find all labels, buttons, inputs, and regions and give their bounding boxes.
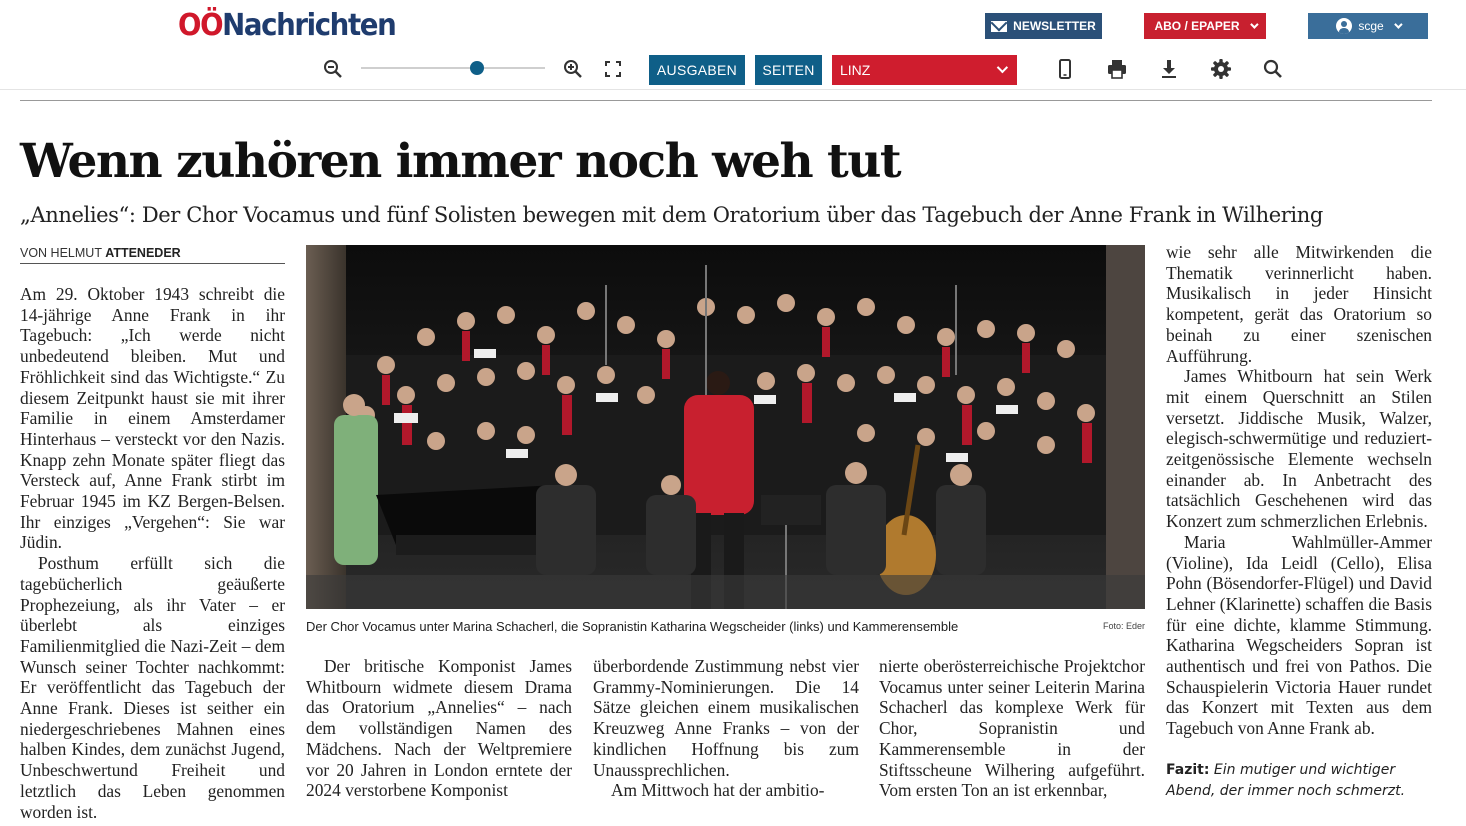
article-column-5 [1166,242,1432,739]
edition-select-value: LINZ [840,62,871,78]
chevron-down-icon [1250,20,1258,28]
fazit-text: Ein mutiger und wichtiger Abend, der immer noch schmerzt. [1166,762,1406,799]
search-icon[interactable] [1261,57,1285,81]
logo-main: Nachrichten [222,8,396,43]
paragraph: James Whitbourn hat sein Werk mit einem Querschnitt an Stilen versetzt. Jiddische Musik, Walzer, elegisch-schwermütige und reduziert-zeitgenössische Elemente wechseln einander ab. In Anbetracht des tatsächlich Geschehenen wird das Konzert zum schmerzlichen Erlebnis. [1166,366,1432,532]
page-top-rule [20,100,1432,101]
zoom-slider-thumb[interactable] [470,61,484,75]
newsletter-button[interactable] [985,13,1102,39]
soprano [334,394,378,565]
photo-caption-text: Der Chor Vocamus unter Marina Schacherl, die Sopranistin Katharina Wegscheider (links) und Kammerensemble [306,619,959,634]
logo-prefix: OÖ [178,8,223,43]
abo-label: ABO / EPAPER [1154,19,1240,33]
mobile-icon[interactable] [1053,57,1077,81]
abo-epaper-button[interactable] [1144,13,1266,39]
edition-select[interactable] [832,55,1017,85]
settings-icon[interactable] [1209,57,1233,81]
photo-caption [306,619,1145,634]
user-icon [1336,18,1352,34]
fazit-label: Fazit: [1166,762,1210,778]
article-subhead: „Annelies“: Der Chor Vocamus und fünf Solisten bewegen mit dem Oratorium über das Tagebuch der Anne Frank in Wilhering [20,203,1323,227]
paragraph: Am 29. Oktober 1943 schreibt die 14-jährige Anne Frank in ihr Tagebuch: „Ich werde nicht unbedeutend bleiben. Mut und Fröhlichkeit sind das Wichtigste.“ Zu diesem Zeitpunkt haust sie mit ihrer Familie in einem Amsterdamer Hinterhaus – versteckt vor den Nazis. Knapp zehn Monate später fliegt das Versteck auf, Anne Frank stirbt im Februar 1945 im KZ Bergen-Belsen. Ihr einziges „Vergehen“: Sie war Jüdin. [20,284,285,553]
photo-credit: Foto: Eder [1102,621,1145,631]
paragraph: Posthum erfüllt sich die tagebücherlich geäußerte Prophezeiung, als ihr Vater – er überlebt als einziges Familienmitglied die Nazi-Zeit – dem Wunsch seiner Tochter nachkommt: Er veröffentlicht das Tagebuch der Anne Frank. Dieses ist seither ein niedergeschriebenes Mahnen eines halben Kindes, dem zunächst Jugend, Unbeschwertund Freiheit und letztlich das Leben genommen worden ist. [20,553,285,822]
epaper-toolbar [0,0,1466,90]
paragraph: Maria Wahlmüller-Ammer (Violine), Ida Leidl (Cello), Elisa Pohn (Bösendorfer-Flügel) und David Lehner (Klarinette) schaffen die Basis für eine dichte, klamme Stimmung. Katharina Wegscheiders Sopran ist authentisch und frei von Pathos. Die Schauspielerin Victoria Hauer rundet das Konzert mit Texten aus dem Tagebuch von Anne Frank ab. [1166,531,1432,739]
paragraph: Am Mittwoch hat der ambitio- [611,780,825,801]
byline-prefix: VON HELMUT [20,246,102,260]
chevron-down-icon [1394,20,1402,28]
site-logo[interactable] [178,8,395,43]
article-headline: Wenn zuhören immer noch weh tut [20,134,901,189]
user-menu-button[interactable] [1308,13,1428,39]
byline-author: ATTENEDER [105,246,181,260]
article-column-1 [20,284,285,822]
newsletter-label: NEWSLETTER [1013,19,1096,33]
paragraph: wie sehr alle Mitwirkenden die Thematik verinnerlicht haben. Musikalisch in jeder Hinsicht kompetent, gerät das Oratorium so beinah zu einer szenischen Aufführung. [1166,242,1432,366]
zoom-out-icon[interactable] [321,57,345,81]
download-icon[interactable] [1157,57,1181,81]
mail-icon [991,21,1007,32]
seiten-button[interactable]: SEITEN [755,55,822,85]
article-byline [20,246,285,264]
fullscreen-icon[interactable] [601,57,625,81]
paragraph: nierte oberösterreichische Projektchor Vocamus unter seiner Leiterin Marina Schacherl das komplexe Werk für Chor, Sopranistin und Kammerensemble in der Stiftsscheune Wilhering aufgeführt. Vom ersten Ton an ist erkennbar, [879,656,1145,801]
paragraph: Der britische Komponist James Whitbourn widmete diesem Drama das Oratorium „Annelies“ – nach dem vollständigen Namen des Mädchens. Nach der Weltpremiere vor 20 Jahren in London erntete der 2024 verstorbene Komponist [306,656,572,801]
ausgaben-button[interactable]: AUSGABEN [649,55,745,85]
paragraph: überbordende Zustimmung nebst vier Grammy-Nominierungen. Die 14 Sätze gleichen einem musikalischen Kreuzweg Anne Franks – von der kindlichen Hoffnung bis zum Unaussprechlichen. [593,656,859,780]
user-name: scge [1358,19,1384,33]
article-fazit [1166,760,1432,801]
zoom-in-icon[interactable] [561,57,585,81]
article-column-3 [593,656,859,801]
print-icon[interactable] [1105,57,1129,81]
article-column-4 [879,656,1145,801]
article-column-2 [306,656,572,801]
article-photo[interactable] [306,245,1145,609]
zoom-slider[interactable] [361,67,545,69]
chevron-down-icon [997,62,1008,73]
